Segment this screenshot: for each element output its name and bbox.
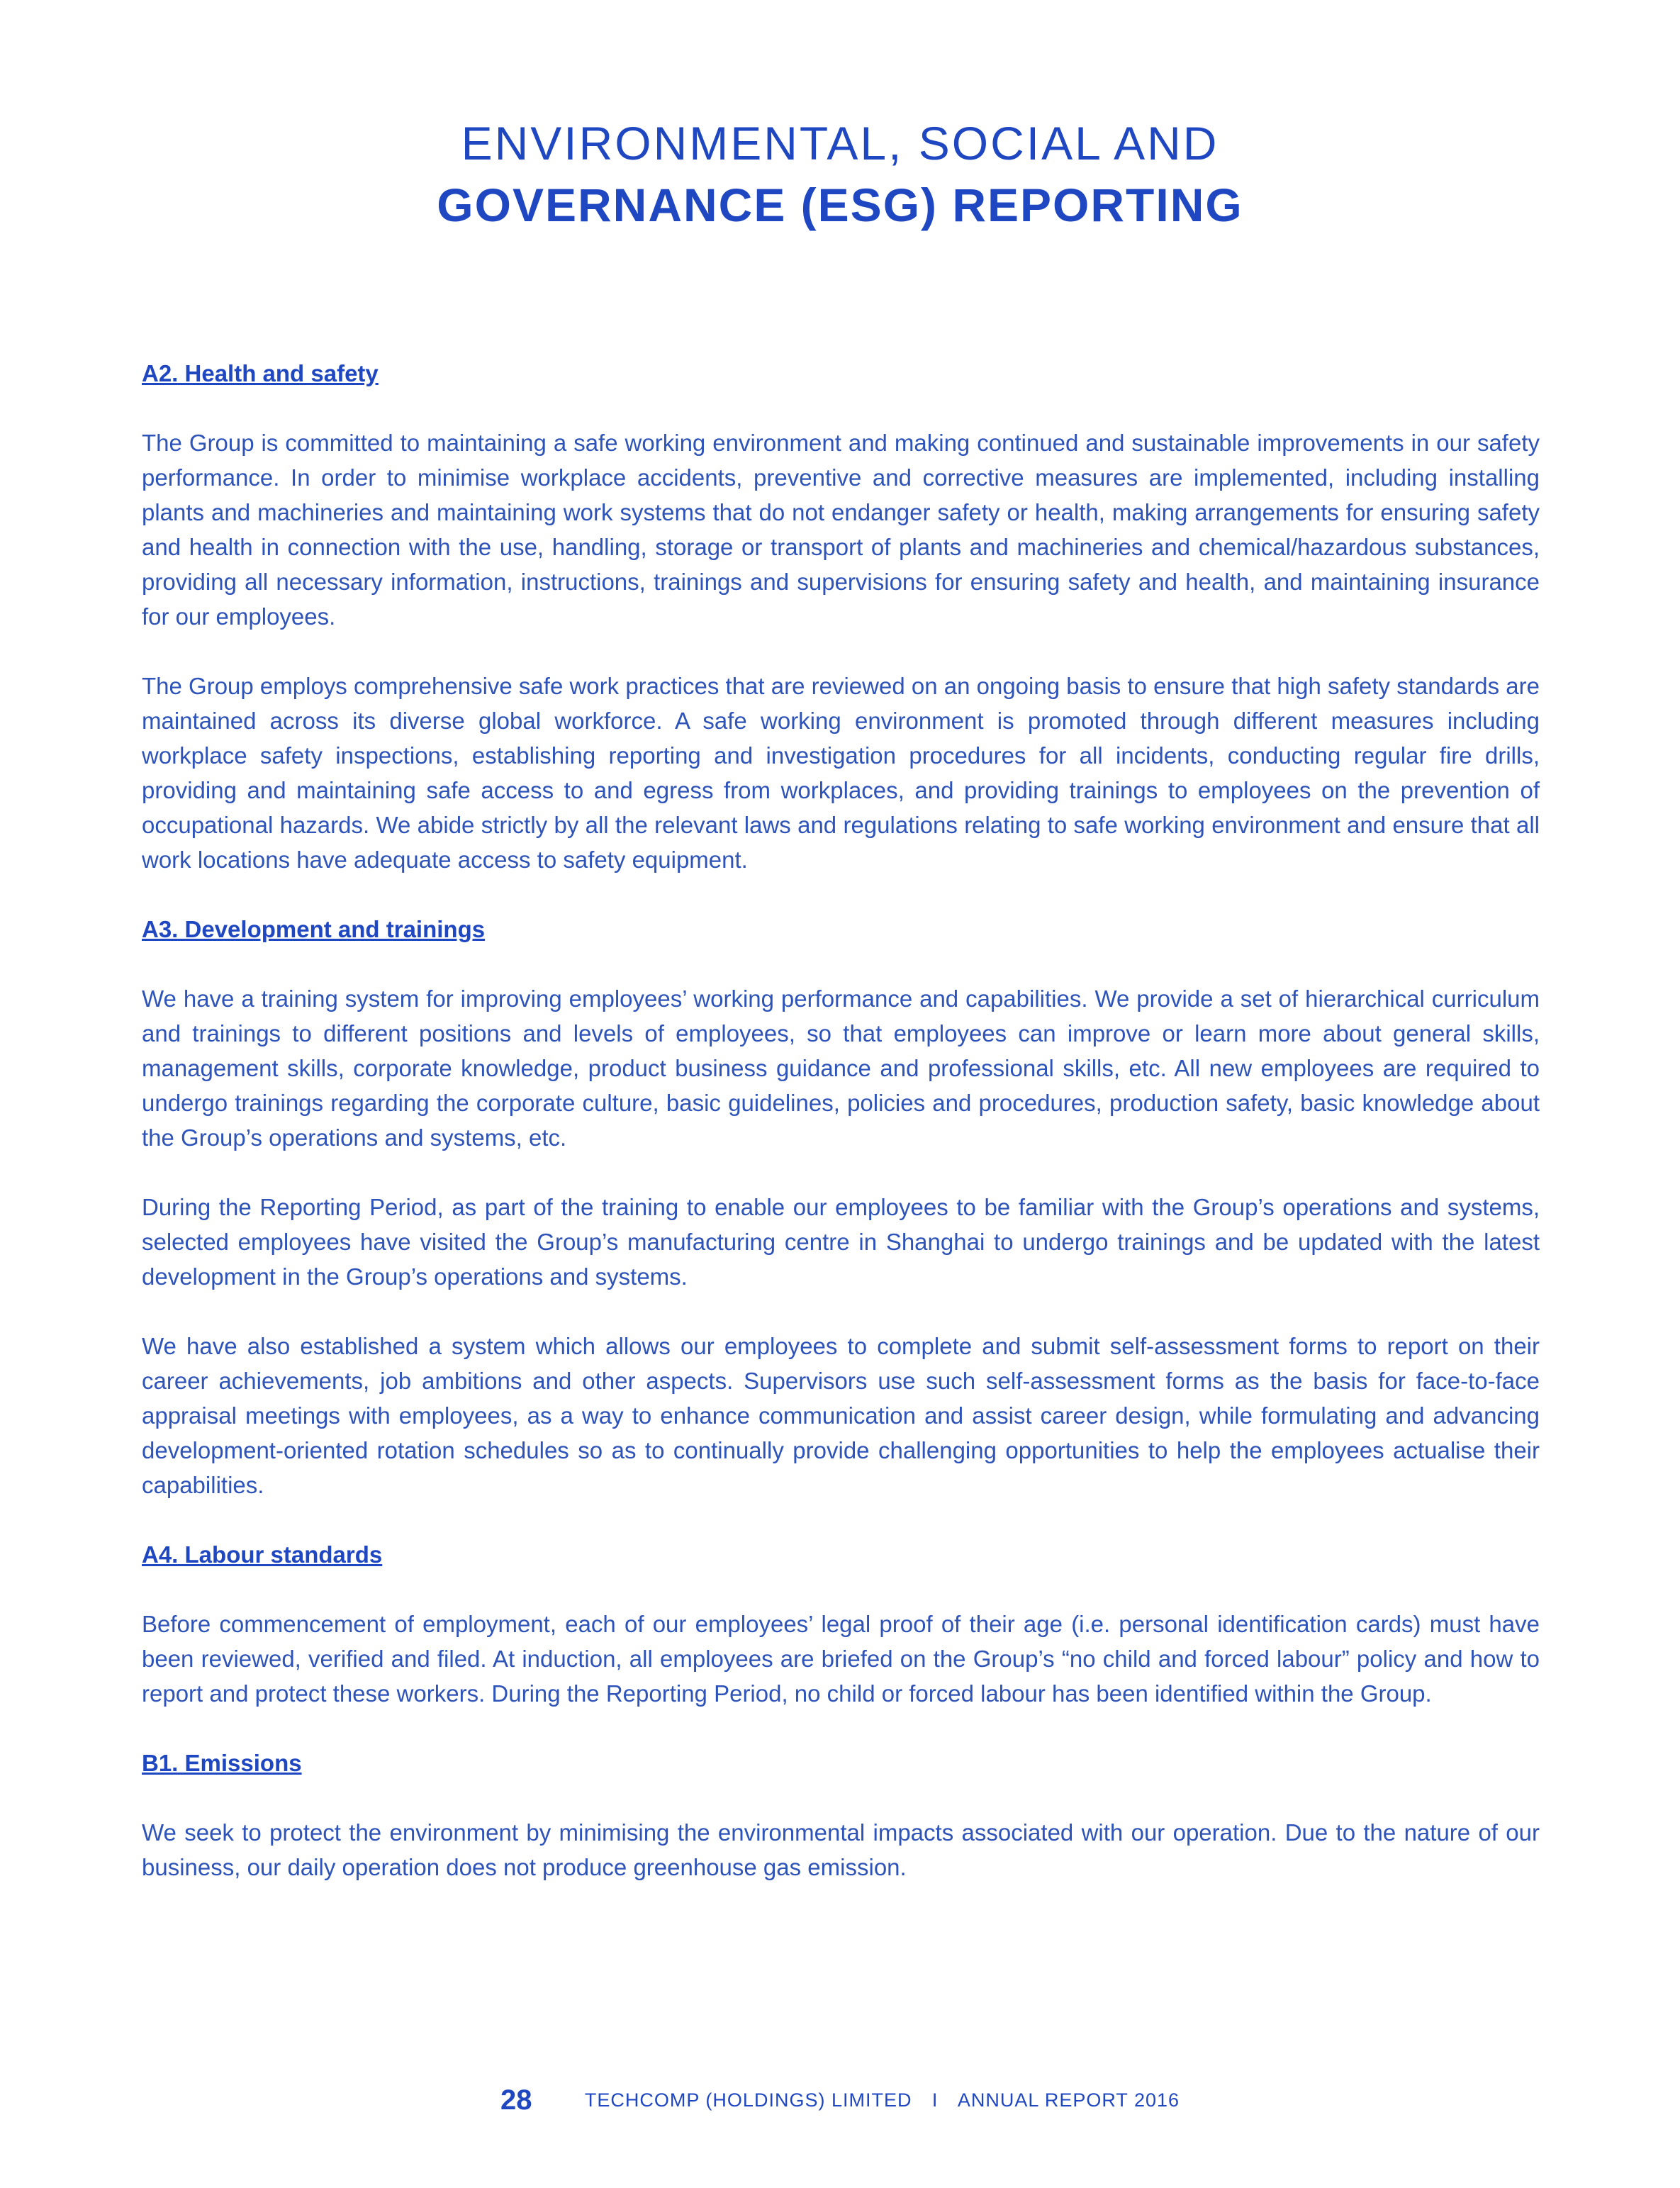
section-heading-health-safety: A2. Health and safety: [142, 360, 379, 386]
section-heading-labour-standards: A4. Labour standards: [142, 1541, 383, 1568]
page-title: [0, 113, 1680, 237]
page-number: 28: [500, 2084, 532, 2116]
section-heading-development-trainings: A3. Development and trainings: [142, 916, 486, 942]
section-heading-emissions: B1. Emissions: [142, 1750, 302, 1776]
paragraph: The Group employs comprehensive safe work practices that are reviewed on an ongoing basis to ensure that high safety standards are maintained across its diverse global workforce. A safe working environment is promoted through different measures including workplace safety inspections, establishing reporting and investigation procedures for all incidents, conducting regular fire drills, providing and maintaining safe access to and egress from workplaces, and providing trainings to employees on the prevention of occupational hazards. We abide strictly by all the relevant laws and regulations relating to safe working environment and ensure that all work locations have adequate access to safety equipment.: [142, 673, 1540, 873]
title-line-1: ENVIRONMENTAL, SOCIAL AND: [461, 117, 1219, 169]
paragraph: We seek to protect the environment by minimising the environmental impacts associated with our operation. Due to the nature of our business, our daily operation does not produce greenhouse gas emission.: [142, 1819, 1540, 1880]
paragraph: The Group is committed to maintaining a safe working environment and making continued and sustainable improvements in our safety performance. In order to minimise workplace accidents, preventive and corrective measures are implemented, including installing plants and machineries and maintaining work systems that do not endanger safety or health, making arrangements for ensuring safety and health in connection with the use, handling, storage or transport of plants and machineries and chemical/hazardous substances, providing all necessary information, instructions, trainings and supervisions for ensuring safety and health, and maintaining insurance for our employees.: [142, 430, 1540, 630]
footer-company-name: TECHCOMP (HOLDINGS) LIMITED: [584, 2089, 912, 2111]
footer-separator: I: [931, 2089, 938, 2111]
footer-report-name: ANNUAL REPORT 2016: [957, 2089, 1180, 2111]
paragraph: During the Reporting Period, as part of the training to enable our employees to be familiar with the Group’s operations and systems, selected employees have visited the Group’s manufacturing centre in Shanghai to undergo trainings and be updated with the latest development in the Group’s operations and systems.: [142, 1194, 1540, 1290]
paragraph: We have a training system for improving employees’ working performance and capabilities. We provide a set of hierarchical curriculum and trainings to different positions and levels of employees, so that employees can improve or learn more about general skills, management skills, corporate knowledge, product business guidance and professional skills, etc. All new employees are required to undergo trainings regarding the corporate culture, basic guidelines, policies and procedures, production safety, basic knowledge about the Group’s operations and systems, etc.: [142, 986, 1540, 1151]
paragraph: We have also established a system which allows our employees to complete and submit self-assessment forms to report on their career achievements, job ambitions and other aspects. Supervisors use such self-assessment forms as the basis for face-to-face appraisal meetings with employees, as a way to enhance communication and assist career design, while formulating and advancing development-oriented rotation schedules so as to continually provide challenging opportunities to help the employees actualise their capabilities.: [142, 1333, 1540, 1498]
paragraph: Before commencement of employment, each of our employees’ legal proof of their age (i.e. personal identification cards) must have been reviewed, verified and filed. At induction, all employees are briefed on the Group’s “no child and forced labour” policy and how to report and protect these workers. During the Reporting Period, no child or forced labour has been identified within the Group.: [142, 1611, 1540, 1707]
title-line-2: GOVERNANCE (ESG) REPORTING: [437, 179, 1243, 231]
report-body: [142, 356, 1540, 1919]
page-footer: [0, 2084, 1680, 2116]
